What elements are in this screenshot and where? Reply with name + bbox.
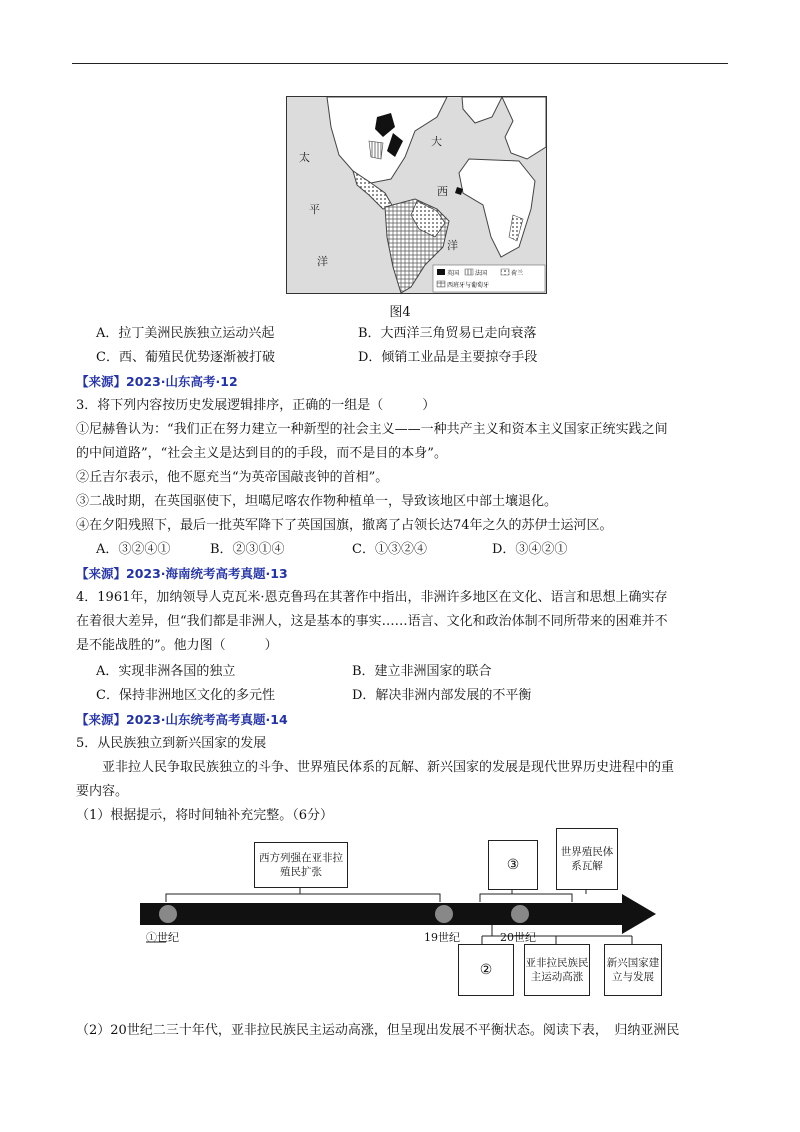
q3-source: 【来源】2023·海南统考高考真题·13 xyxy=(76,566,288,581)
map-label-pacific-2: 平 xyxy=(309,203,320,216)
q5-sub1: （1）根据提示，将时间轴补充完整。（6分） xyxy=(76,808,334,823)
q2-option-a[interactable]: A．拉丁美洲民族独立运动兴起 xyxy=(96,326,275,341)
q2-source: 【来源】2023·山东高考·12 xyxy=(76,374,238,389)
q3-option-d[interactable]: D．③④②① xyxy=(492,542,568,557)
timeline-box-blank-2[interactable]: ② xyxy=(458,944,514,996)
q3-item4: ④在夕阳残照下，最后一批英军降下了英国国旗，撤离了占领长达74年之久的苏伊士运河区。 xyxy=(76,518,613,533)
q4-stem-line2: 在着很大差异，但“我们都是非洲人，这是基本的事实……语言、文化和政治体制不同所带来的困难并不 xyxy=(76,614,668,629)
timeline-box-blank-3[interactable]: ③ xyxy=(488,840,538,890)
timeline-box-movement: 亚非拉民族民主运动高涨 xyxy=(524,944,590,996)
legend-netherlands: 荷兰 xyxy=(511,270,524,277)
q3-stem: 3．将下列内容按历史发展逻辑排序，正确的一组是（ ） xyxy=(76,398,436,413)
q4-stem-line3: 是不能战胜的”。他力图（ ） xyxy=(76,638,278,653)
map-label-atlantic-1: 大 xyxy=(431,135,442,148)
legend-britain: 英国 xyxy=(447,270,460,277)
q4-source: 【来源】2023·山东统考高考真题·14 xyxy=(76,712,288,727)
timeline-dot-1 xyxy=(159,905,177,923)
map-label-atlantic-3: 洋 xyxy=(447,239,458,252)
q3-item1-line2: 的中间道路”，“社会主义是达到目的的手段，而不是目的本身”。 xyxy=(76,446,447,461)
q3-option-b[interactable]: B．②③①④ xyxy=(210,542,285,557)
q2-option-b[interactable]: B．大西洋三角贸易已走向衰落 xyxy=(358,326,537,341)
timeline-arrow-body xyxy=(140,903,624,925)
legend-spain-portugal: 西班牙与葡萄牙 xyxy=(447,282,490,289)
timeline-dot-20 xyxy=(511,905,529,923)
timeline-box-collapse: 世界殖民体系瓦解 xyxy=(556,828,618,890)
timeline-dot-19 xyxy=(435,905,453,923)
q3-item2: ②丘吉尔表示，他不愿充当“为英帝国敲丧钟的首相”。 xyxy=(76,470,389,485)
q2-option-c[interactable]: C．西、葡殖民优势逐渐被打破 xyxy=(96,350,275,365)
map-label-pacific-3: 洋 xyxy=(317,255,328,268)
q5-intro-line2: 要内容。 xyxy=(76,784,129,799)
map-label-atlantic-2: 西 xyxy=(437,185,448,198)
q4-option-d[interactable]: D．解决非洲内部发展的不平衡 xyxy=(352,688,532,703)
timeline-arrow-head xyxy=(622,894,656,934)
timeline-box-expansion: 西方列强在亚非拉殖民扩张 xyxy=(254,842,348,888)
q4-option-a[interactable]: A．实现非洲各国的独立 xyxy=(96,664,236,679)
q5-intro-line1: 亚非拉人民争取民族独立的斗争、世界殖民体系的瓦解、新兴国家的发展是现代世界历史进程中的重 xyxy=(102,760,675,775)
q4-option-c[interactable]: C．保持非洲地区文化的多元性 xyxy=(96,688,275,703)
timeline-label-20th: 20世纪 xyxy=(500,931,536,944)
q3-option-a[interactable]: A．③②④① xyxy=(96,542,171,557)
map-label-pacific-1: 太 xyxy=(299,151,310,164)
q3-item1-line1: ①尼赫鲁认为：“我们正在努力建立一种新型的社会主义——一种共产主义和资本主义国家正统实践之间 xyxy=(76,422,668,437)
timeline-box-new-states: 新兴国家建立与发展 xyxy=(604,944,662,996)
figure-caption: 图4 xyxy=(389,305,411,320)
q3-item3: ③二战时期，在英国驱使下，坦噶尼喀农作物种植单一，导致该地区中部土壤退化。 xyxy=(76,494,558,509)
q4-stem-line1: 4．1961年，加纳领导人克瓦米·恩克鲁玛在其著作中指出，非洲许多地区在文化、语言和思想上确实存 xyxy=(76,590,668,605)
q2-option-d[interactable]: D．倾销工业品是主要掠夺手段 xyxy=(358,350,538,365)
q3-option-c[interactable]: C．①③②④ xyxy=(352,542,427,557)
q4-option-b[interactable]: B．建立非洲国家的联合 xyxy=(352,664,492,679)
q5-title: 5．从民族独立到新兴国家的发展 xyxy=(76,736,267,751)
q5-sub2: （2）20世纪二三十年代，亚非拉民族民主运动高涨，但呈现出发展不平衡状态。阅读下表， 归纳亚洲民 xyxy=(76,1023,680,1038)
timeline-label-blank-1[interactable]: ①世纪 xyxy=(146,931,179,944)
legend-france: 法国 xyxy=(475,270,488,277)
timeline-label-19th: 19世纪 xyxy=(424,931,460,944)
